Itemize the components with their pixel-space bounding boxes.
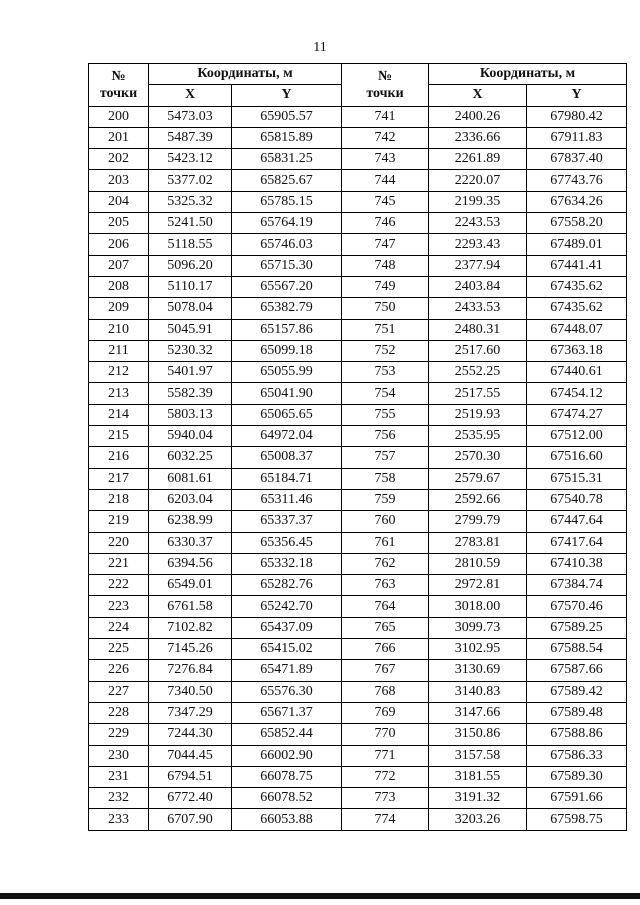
cell-y-left: 65905.57	[232, 106, 342, 127]
table-row	[89, 532, 627, 553]
cell-point-number-left: 213	[89, 383, 149, 404]
cell-x-right: 3181.55	[429, 766, 527, 787]
cell-y-left: 66002.90	[232, 745, 342, 766]
cell-point-number-left: 220	[89, 532, 149, 553]
cell-x-right: 3203.26	[429, 809, 527, 830]
cell-y-right: 67417.64	[527, 532, 627, 553]
cell-x-left: 6761.58	[149, 596, 232, 617]
table-row	[89, 617, 627, 638]
cell-y-right: 67588.86	[527, 724, 627, 745]
cell-x-right: 2799.79	[429, 511, 527, 532]
cell-x-right: 2517.60	[429, 340, 527, 361]
table-row	[89, 766, 627, 787]
cell-y-right: 67634.26	[527, 191, 627, 212]
cell-point-number-right: 742	[342, 127, 429, 148]
cell-y-right: 67512.00	[527, 426, 627, 447]
cell-y-right: 67558.20	[527, 213, 627, 234]
cell-point-number-right: 766	[342, 639, 429, 660]
cell-point-number-right: 749	[342, 276, 429, 297]
cell-x-right: 2433.53	[429, 298, 527, 319]
table-row	[89, 447, 627, 468]
cell-point-number-left: 211	[89, 340, 149, 361]
cell-y-left: 65576.30	[232, 681, 342, 702]
cell-x-right: 2400.26	[429, 106, 527, 127]
cell-point-number-left: 227	[89, 681, 149, 702]
cell-point-number-right: 744	[342, 170, 429, 191]
cell-y-left: 65157.86	[232, 319, 342, 340]
cell-y-left: 65567.20	[232, 276, 342, 297]
table-row	[89, 170, 627, 191]
cell-y-right: 67454.12	[527, 383, 627, 404]
cell-y-left: 65356.45	[232, 532, 342, 553]
cell-point-number-left: 214	[89, 404, 149, 425]
cell-y-right: 67435.62	[527, 298, 627, 319]
table-row	[89, 149, 627, 170]
header-num-word: точки	[99, 85, 138, 101]
table-row	[89, 383, 627, 404]
header-coords-left: Координаты, м	[149, 64, 342, 85]
cell-point-number-left: 223	[89, 596, 149, 617]
cell-x-right: 2377.94	[429, 255, 527, 276]
header-num-word: точки	[366, 85, 404, 101]
cell-point-number-right: 748	[342, 255, 429, 276]
cell-x-right: 2972.81	[429, 575, 527, 596]
cell-y-right: 67589.25	[527, 617, 627, 638]
cell-y-left: 65715.30	[232, 255, 342, 276]
cell-point-number-left: 225	[89, 639, 149, 660]
cell-y-left: 65041.90	[232, 383, 342, 404]
cell-point-number-left: 226	[89, 660, 149, 681]
cell-point-number-left: 231	[89, 766, 149, 787]
cell-x-right: 2480.31	[429, 319, 527, 340]
table-row	[89, 106, 627, 127]
cell-y-right: 67435.62	[527, 276, 627, 297]
cell-point-number-right: 768	[342, 681, 429, 702]
cell-y-right: 67911.83	[527, 127, 627, 148]
cell-point-number-right: 767	[342, 660, 429, 681]
cell-x-left: 5096.20	[149, 255, 232, 276]
table-row	[89, 511, 627, 532]
cell-y-left: 64972.04	[232, 426, 342, 447]
cell-x-right: 2261.89	[429, 149, 527, 170]
cell-x-right: 2810.59	[429, 553, 527, 574]
cell-point-number-right: 763	[342, 575, 429, 596]
cell-point-number-right: 750	[342, 298, 429, 319]
cell-y-left: 65671.37	[232, 702, 342, 723]
cell-x-right: 3099.73	[429, 617, 527, 638]
cell-point-number-left: 224	[89, 617, 149, 638]
cell-y-left: 65746.03	[232, 234, 342, 255]
cell-x-left: 6772.40	[149, 788, 232, 809]
cell-x-left: 7340.50	[149, 681, 232, 702]
cell-point-number-right: 751	[342, 319, 429, 340]
cell-y-left: 65415.02	[232, 639, 342, 660]
cell-point-number-left: 216	[89, 447, 149, 468]
table-row	[89, 404, 627, 425]
table-row	[89, 191, 627, 212]
cell-x-left: 6794.51	[149, 766, 232, 787]
cell-point-number-left: 201	[89, 127, 149, 148]
cell-point-number-right: 771	[342, 745, 429, 766]
cell-y-right: 67474.27	[527, 404, 627, 425]
cell-y-left: 66078.75	[232, 766, 342, 787]
cell-x-left: 5241.50	[149, 213, 232, 234]
cell-point-number-right: 746	[342, 213, 429, 234]
cell-x-left: 7244.30	[149, 724, 232, 745]
cell-point-number-right: 759	[342, 489, 429, 510]
cell-point-number-right: 761	[342, 532, 429, 553]
cell-point-number-right: 755	[342, 404, 429, 425]
cell-x-left: 5325.32	[149, 191, 232, 212]
cell-point-number-left: 210	[89, 319, 149, 340]
cell-point-number-right: 772	[342, 766, 429, 787]
header-coords-right: Координаты, м	[429, 64, 627, 85]
table-row	[89, 575, 627, 596]
table-row	[89, 596, 627, 617]
cell-point-number-right: 754	[342, 383, 429, 404]
cell-x-left: 7276.84	[149, 660, 232, 681]
cell-x-right: 3147.66	[429, 702, 527, 723]
cell-y-left: 66078.52	[232, 788, 342, 809]
cell-point-number-left: 219	[89, 511, 149, 532]
cell-y-left: 65065.65	[232, 404, 342, 425]
cell-point-number-right: 765	[342, 617, 429, 638]
cell-x-right: 3130.69	[429, 660, 527, 681]
cell-x-left: 7347.29	[149, 702, 232, 723]
cell-x-left: 5110.17	[149, 276, 232, 297]
cell-y-left: 65337.37	[232, 511, 342, 532]
table-row	[89, 724, 627, 745]
table-row	[89, 681, 627, 702]
table-row	[89, 489, 627, 510]
table-row	[89, 234, 627, 255]
cell-y-right: 67540.78	[527, 489, 627, 510]
cell-point-number-right: 743	[342, 149, 429, 170]
cell-y-right: 67980.42	[527, 106, 627, 127]
cell-x-right: 2783.81	[429, 532, 527, 553]
cell-point-number-left: 202	[89, 149, 149, 170]
cell-point-number-right: 756	[342, 426, 429, 447]
cell-point-number-right: 758	[342, 468, 429, 489]
cell-x-left: 6394.56	[149, 553, 232, 574]
cell-point-number-right: 773	[342, 788, 429, 809]
table-row	[89, 298, 627, 319]
header-num-sign: №	[111, 68, 126, 84]
table-row	[89, 362, 627, 383]
cell-y-right: 67589.30	[527, 766, 627, 787]
cell-point-number-left: 200	[89, 106, 149, 127]
cell-y-right: 67363.18	[527, 340, 627, 361]
table-row	[89, 639, 627, 660]
cell-x-right: 3150.86	[429, 724, 527, 745]
cell-y-right: 67588.54	[527, 639, 627, 660]
cell-y-left: 65332.18	[232, 553, 342, 574]
table-row	[89, 276, 627, 297]
cell-y-left: 65008.37	[232, 447, 342, 468]
cell-point-number-right: 762	[342, 553, 429, 574]
cell-y-right: 67448.07	[527, 319, 627, 340]
cell-point-number-right: 757	[342, 447, 429, 468]
table-row	[89, 255, 627, 276]
cell-point-number-right: 745	[342, 191, 429, 212]
cell-y-left: 65184.71	[232, 468, 342, 489]
header-point-number-left	[89, 64, 149, 107]
cell-point-number-right: 764	[342, 596, 429, 617]
cell-x-right: 2579.67	[429, 468, 527, 489]
cell-x-left: 5401.97	[149, 362, 232, 383]
cell-x-right: 2535.95	[429, 426, 527, 447]
cell-point-number-left: 228	[89, 702, 149, 723]
cell-point-number-right: 747	[342, 234, 429, 255]
cell-y-left: 65055.99	[232, 362, 342, 383]
cell-x-left: 7145.26	[149, 639, 232, 660]
cell-x-left: 6330.37	[149, 532, 232, 553]
cell-point-number-right: 770	[342, 724, 429, 745]
cell-x-right: 2293.43	[429, 234, 527, 255]
header-row-1	[89, 64, 627, 85]
cell-x-left: 5377.02	[149, 170, 232, 191]
coordinates-table	[88, 63, 627, 831]
cell-point-number-left: 233	[89, 809, 149, 830]
cell-point-number-left: 209	[89, 298, 149, 319]
cell-x-left: 6032.25	[149, 447, 232, 468]
cell-x-right: 3140.83	[429, 681, 527, 702]
cell-x-left: 5473.03	[149, 106, 232, 127]
cell-y-left: 65242.70	[232, 596, 342, 617]
cell-y-left: 65785.15	[232, 191, 342, 212]
cell-y-right: 67440.61	[527, 362, 627, 383]
header-y-right: Y	[527, 85, 627, 106]
cell-x-left: 5940.04	[149, 426, 232, 447]
cell-y-left: 65825.67	[232, 170, 342, 191]
cell-y-right: 67516.60	[527, 447, 627, 468]
cell-y-right: 67447.64	[527, 511, 627, 532]
cell-x-left: 6549.01	[149, 575, 232, 596]
cell-y-left: 66053.88	[232, 809, 342, 830]
cell-point-number-left: 215	[89, 426, 149, 447]
table-row	[89, 745, 627, 766]
table-row	[89, 788, 627, 809]
table-row	[89, 468, 627, 489]
table-row	[89, 213, 627, 234]
cell-y-right: 67589.48	[527, 702, 627, 723]
cell-y-right: 67598.75	[527, 809, 627, 830]
table-row	[89, 319, 627, 340]
cell-x-right: 3018.00	[429, 596, 527, 617]
table-row	[89, 702, 627, 723]
cell-point-number-left: 205	[89, 213, 149, 234]
cell-point-number-right: 760	[342, 511, 429, 532]
cell-point-number-right: 774	[342, 809, 429, 830]
cell-point-number-left: 207	[89, 255, 149, 276]
cell-x-left: 5487.39	[149, 127, 232, 148]
cell-y-right: 67591.66	[527, 788, 627, 809]
header-point-number-right	[342, 64, 429, 107]
cell-x-left: 6707.90	[149, 809, 232, 830]
header-num-sign: №	[377, 68, 393, 84]
cell-x-right: 2220.07	[429, 170, 527, 191]
cell-y-left: 65437.09	[232, 617, 342, 638]
cell-point-number-left: 218	[89, 489, 149, 510]
cell-y-left: 65311.46	[232, 489, 342, 510]
cell-x-left: 5230.32	[149, 340, 232, 361]
header-x-left: X	[149, 85, 232, 106]
cell-x-left: 6238.99	[149, 511, 232, 532]
cell-x-left: 7102.82	[149, 617, 232, 638]
header-x-right: X	[429, 85, 527, 106]
cell-x-right: 2403.84	[429, 276, 527, 297]
cell-y-left: 65764.19	[232, 213, 342, 234]
cell-point-number-left: 229	[89, 724, 149, 745]
header-y-left: Y	[232, 85, 342, 106]
cell-y-left: 65852.44	[232, 724, 342, 745]
cell-y-right: 67586.33	[527, 745, 627, 766]
table-row	[89, 127, 627, 148]
cell-y-left: 65831.25	[232, 149, 342, 170]
cell-x-left: 7044.45	[149, 745, 232, 766]
cell-y-left: 65382.79	[232, 298, 342, 319]
cell-point-number-left: 222	[89, 575, 149, 596]
cell-point-number-left: 232	[89, 788, 149, 809]
cell-x-left: 5803.13	[149, 404, 232, 425]
cell-point-number-left: 221	[89, 553, 149, 574]
cell-x-left: 5045.91	[149, 319, 232, 340]
cell-x-right: 3191.32	[429, 788, 527, 809]
cell-x-left: 5078.04	[149, 298, 232, 319]
table-row	[89, 553, 627, 574]
cell-x-left: 5423.12	[149, 149, 232, 170]
cell-x-right: 2552.25	[429, 362, 527, 383]
cell-point-number-left: 208	[89, 276, 149, 297]
cell-point-number-left: 212	[89, 362, 149, 383]
cell-y-right: 67384.74	[527, 575, 627, 596]
cell-x-left: 5118.55	[149, 234, 232, 255]
cell-x-left: 6203.04	[149, 489, 232, 510]
cell-point-number-left: 203	[89, 170, 149, 191]
cell-y-right: 67589.42	[527, 681, 627, 702]
cell-point-number-right: 752	[342, 340, 429, 361]
cell-point-number-left: 230	[89, 745, 149, 766]
page-number: 11	[313, 40, 327, 55]
cell-x-right: 3102.95	[429, 639, 527, 660]
cell-x-right: 2336.66	[429, 127, 527, 148]
cell-y-right: 67837.40	[527, 149, 627, 170]
cell-y-right: 67570.46	[527, 596, 627, 617]
cell-x-right: 2199.35	[429, 191, 527, 212]
table-row	[89, 426, 627, 447]
cell-x-right: 2517.55	[429, 383, 527, 404]
table-row	[89, 340, 627, 361]
cell-y-right: 67410.38	[527, 553, 627, 574]
cell-x-left: 6081.61	[149, 468, 232, 489]
cell-y-right: 67743.76	[527, 170, 627, 191]
cell-y-left: 65099.18	[232, 340, 342, 361]
cell-point-number-right: 741	[342, 106, 429, 127]
cell-point-number-right: 769	[342, 702, 429, 723]
table-body	[89, 106, 627, 830]
cell-x-left: 5582.39	[149, 383, 232, 404]
cell-point-number-right: 753	[342, 362, 429, 383]
cell-x-right: 3157.58	[429, 745, 527, 766]
cell-y-right: 67515.31	[527, 468, 627, 489]
bottom-scan-edge	[0, 893, 640, 899]
cell-x-right: 2570.30	[429, 447, 527, 468]
cell-x-right: 2592.66	[429, 489, 527, 510]
cell-y-left: 65282.76	[232, 575, 342, 596]
cell-y-right: 67489.01	[527, 234, 627, 255]
table-row	[89, 809, 627, 830]
cell-y-right: 67441.41	[527, 255, 627, 276]
cell-point-number-left: 217	[89, 468, 149, 489]
table-row	[89, 660, 627, 681]
cell-y-left: 65471.89	[232, 660, 342, 681]
cell-point-number-left: 206	[89, 234, 149, 255]
cell-x-right: 2519.93	[429, 404, 527, 425]
cell-y-right: 67587.66	[527, 660, 627, 681]
cell-y-left: 65815.89	[232, 127, 342, 148]
cell-x-right: 2243.53	[429, 213, 527, 234]
cell-point-number-left: 204	[89, 191, 149, 212]
